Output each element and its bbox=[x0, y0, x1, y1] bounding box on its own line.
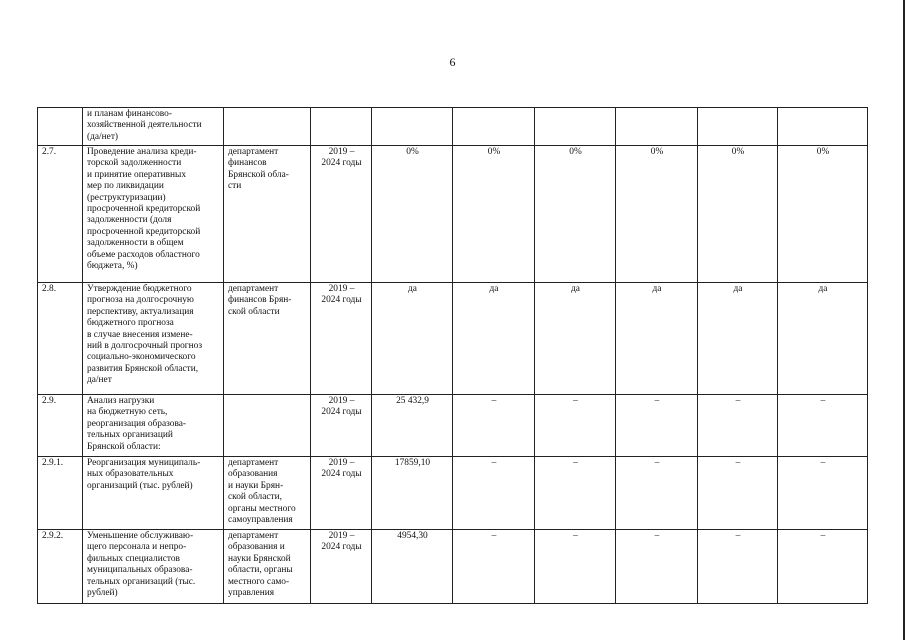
measure-name: Проведение анализа креди- торской задолженности и принятие оперативных мер по ликвидации (реструктуризации) просроченной кредиторской задолженности (доля просроченной кредиторской задолженности в общем объеме расходов областного бюджета, %) bbox=[83, 146, 224, 283]
year-value: да bbox=[778, 283, 868, 395]
year-value: – bbox=[778, 530, 868, 604]
row-number bbox=[38, 108, 83, 146]
period: 2019 – 2024 годы bbox=[311, 457, 372, 530]
year-value bbox=[453, 108, 535, 146]
year-value: – bbox=[535, 457, 616, 530]
year-value: – bbox=[453, 530, 535, 604]
measure-name: Реорганизация муниципаль- ных образовательных организаций (тыс. рублей) bbox=[83, 457, 224, 530]
measure-name: и планам финансово- хозяйственной деятельности (да/нет) bbox=[83, 108, 224, 146]
page-number: 6 bbox=[449, 55, 456, 69]
year-value: – bbox=[616, 395, 698, 457]
period bbox=[311, 108, 372, 146]
row-number: 2.9.1. bbox=[38, 457, 83, 530]
row-number: 2.9. bbox=[38, 395, 83, 457]
year-value bbox=[535, 108, 616, 146]
year-value: 0% bbox=[698, 146, 778, 283]
year-value: – bbox=[616, 457, 698, 530]
base-value: 17859,10 bbox=[372, 457, 453, 530]
base-value: 0% bbox=[372, 146, 453, 283]
period: 2019 – 2024 годы bbox=[311, 283, 372, 395]
table-body bbox=[38, 108, 868, 604]
year-value bbox=[698, 108, 778, 146]
table-row bbox=[38, 395, 868, 457]
table-row bbox=[38, 530, 868, 604]
year-value: – bbox=[778, 457, 868, 530]
row-number: 2.7. bbox=[38, 146, 83, 283]
year-value: – bbox=[698, 457, 778, 530]
period: 2019 – 2024 годы bbox=[311, 530, 372, 604]
executor: департамент финансов Брян- ской области bbox=[224, 283, 311, 395]
executor bbox=[224, 108, 311, 146]
row-number: 2.9.2. bbox=[38, 530, 83, 604]
measure-name: Анализ нагрузки на бюджетную сеть, реорганизация образова- тельных организаций Брянской области: bbox=[83, 395, 224, 457]
year-value: – bbox=[616, 530, 698, 604]
table-row bbox=[38, 283, 868, 395]
year-value: – bbox=[698, 530, 778, 604]
year-value: – bbox=[453, 457, 535, 530]
executor: департамент образования и науки Брянской области, органы местного само- управления bbox=[224, 530, 311, 604]
table-row bbox=[38, 108, 868, 146]
year-value: 0% bbox=[616, 146, 698, 283]
year-value bbox=[616, 108, 698, 146]
year-value: 0% bbox=[535, 146, 616, 283]
year-value: да bbox=[698, 283, 778, 395]
year-value: да bbox=[453, 283, 535, 395]
period: 2019 – 2024 годы bbox=[311, 395, 372, 457]
year-value: 0% bbox=[778, 146, 868, 283]
executor: департамент образования и науки Брян- ской области, органы местного самоуправления bbox=[224, 457, 311, 530]
period: 2019 – 2024 годы bbox=[311, 146, 372, 283]
executor: департамент финансов Брянской обла- сти bbox=[224, 146, 311, 283]
year-value: – bbox=[778, 395, 868, 457]
year-value: – bbox=[698, 395, 778, 457]
year-value: 0% bbox=[453, 146, 535, 283]
base-value: 4954,30 bbox=[372, 530, 453, 604]
base-value: да bbox=[372, 283, 453, 395]
table-row bbox=[38, 457, 868, 530]
year-value: – bbox=[535, 395, 616, 457]
measure-name: Уменьшение обслуживаю- щего персонала и непро- фильных специалистов муниципальных образова- тельных организаций (тыс. рублей) bbox=[83, 530, 224, 604]
year-value bbox=[778, 108, 868, 146]
row-number: 2.8. bbox=[38, 283, 83, 395]
table-row bbox=[38, 146, 868, 283]
base-value bbox=[372, 108, 453, 146]
measure-name: Утверждение бюджетного прогноза на долгосрочную перспективу, актуализация бюджетного прогноза в случае внесения измене- ний в долгосрочный прогноз социально-экономического развития Брянской области, да/нет bbox=[83, 283, 224, 395]
base-value: 25 432,9 bbox=[372, 395, 453, 457]
year-value: – bbox=[453, 395, 535, 457]
executor bbox=[224, 395, 311, 457]
year-value: – bbox=[535, 530, 616, 604]
year-value: да bbox=[535, 283, 616, 395]
indicators-table bbox=[37, 107, 868, 604]
year-value: да bbox=[616, 283, 698, 395]
